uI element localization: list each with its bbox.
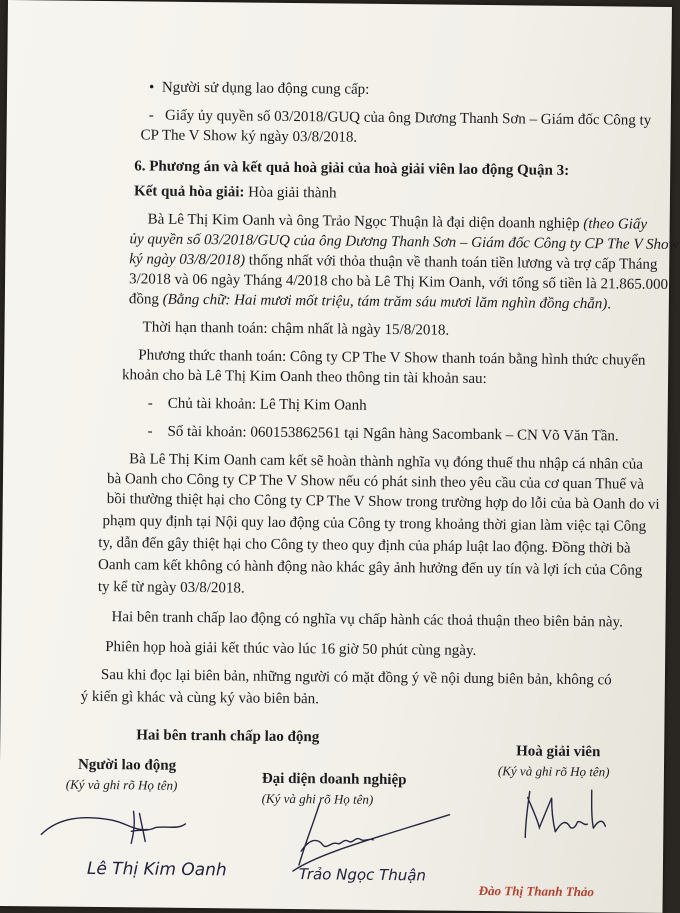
mediator-note: (Ký và ghi rõ Họ tên) [497,763,610,780]
section-6-heading: 6. Phương án và kết quả hoà giải của hoà giải viên lao động Quận 3: [134,158,570,179]
representative-title: Đại diện doanh nghiệp [261,770,407,789]
commitment-line1: Bà Lê Thị Kim Oanh cam kết sẽ hoàn thành nghĩa vụ đóng thuế thu nhập cá nhân của [129,451,644,473]
result-line [134,181,337,203]
payment-deadline: Thời hạn thanh toán: chậm nhất là ngày 15/8/2018. [142,319,450,339]
commitment-line7: ty kể từ ngày 03/8/2018. [97,578,245,597]
mediator-signature [511,781,652,862]
obligation-line: Hai bên tranh chấp lao động có nghĩa vụ chấp hành các thoả thuận theo biên bản này. [111,609,623,631]
commitment-line6: Oanh cam kết không có hành động nào khác gây ảnh hưởng đến uy tín và lợi ích của Công [98,556,643,579]
employee-signature [35,800,196,862]
para1-line2: ủy quyền số 03/2018/GUQ của ông Dương Thanh Sơn – Giám đốc Công ty CP The V Show [129,231,679,254]
account-owner: - Chủ tài khoản: Lê Thị Kim Oanh [147,395,367,414]
commitment-line5: ty, dẫn đến gây thiệt hại cho Công ty theo quy định của pháp luật lao động. Đồng thời bà [98,534,631,557]
payment-method-line2: khoản cho bà Lê Thị Kim Oanh theo thông tin tài khoản sau: [121,367,487,388]
employee-handwritten-name: Lê Thị Kim Oanh [86,858,227,881]
account-number: - Số tài khoản: 060153862561 tại Ngân hàng Sacombank – CN Võ Văn Tần. [147,423,619,445]
read-agree-line2: ý kiến gì khác và cùng ký vào biên bản. [80,688,320,708]
authorization-line-1: - Giấy ủy quyền số 03/2018/GUQ của ông Dương Thanh Sơn – Giám đốc Công ty [148,107,652,129]
commitment-line4: phạm quy định tại Nội quy lao động của Công ty trong khoảng thời gian làm việc tại Công [102,513,647,535]
payment-method-line1: Phương thức thanh toán: Công ty CP The V Show thanh toán bằng hình thức chuyển [138,347,646,369]
mediator-stamp-name: Đào Thị Thanh Thảo [478,882,595,900]
result-label: Kết quả hòa giải: [133,183,245,201]
representative-note: (Ký và ghi rõ Họ tên) [261,790,374,807]
session-end-line: Phiên họp hoà giải kết thúc vào lúc 16 giờ 50 phút cùng ngày. [105,639,477,659]
para1-line3: ký ngày 03/8/2018) thống nhất với thỏa thuận về thanh toán tiền lương và trợ cấp Tháng [129,251,658,273]
employee-title: Người lao động [77,756,177,774]
authorization-line-2: CP The V Show ký ngày 03/8/2018. [140,127,358,146]
commitment-line3: bồi thường thiệt hại cho Công ty CP The V Show trong trường hợp do lỗi của bà Oanh do vi [106,491,660,513]
para1-line4: 3/2018 và 06 ngày Tháng 4/2018 cho bà Lê Thị Kim Oanh, với tổng số tiền là 21.865.000 [128,271,669,293]
para1-line5: đồng (Bằng chữ: Hai mươi mốt triệu, tám trăm sáu mươi lăm nghìn đồng chẵn). [128,291,612,313]
result-value: Hòa giải thành [248,184,337,202]
para1-line1: Bà Lê Thị Kim Oanh và ông Trảo Ngọc Thuận là đại diện doanh nghiệp (theo Giấy [147,211,648,233]
representative-handwritten-name: Trảo Ngọc Thuận [298,865,427,885]
read-agree-line1: Sau khi đọc lại biên bản, những người có mặt đồng ý về nội dung biên bản, không có [100,667,612,689]
provider-line: • Người sử dụng lao động cung cấp: [149,79,370,98]
mediator-title: Hoà giải viên [516,743,601,761]
employee-note: (Ký và ghi rõ Họ tên) [65,776,178,793]
parties-heading: Hai bên tranh chấp lao động [136,727,320,746]
commitment-line2: bà Oanh cho Công ty CP The V Show nếu có phát sinh theo yêu cầu của cơ quan Thuế và [106,471,645,493]
bullet-dot: • [149,79,162,96]
